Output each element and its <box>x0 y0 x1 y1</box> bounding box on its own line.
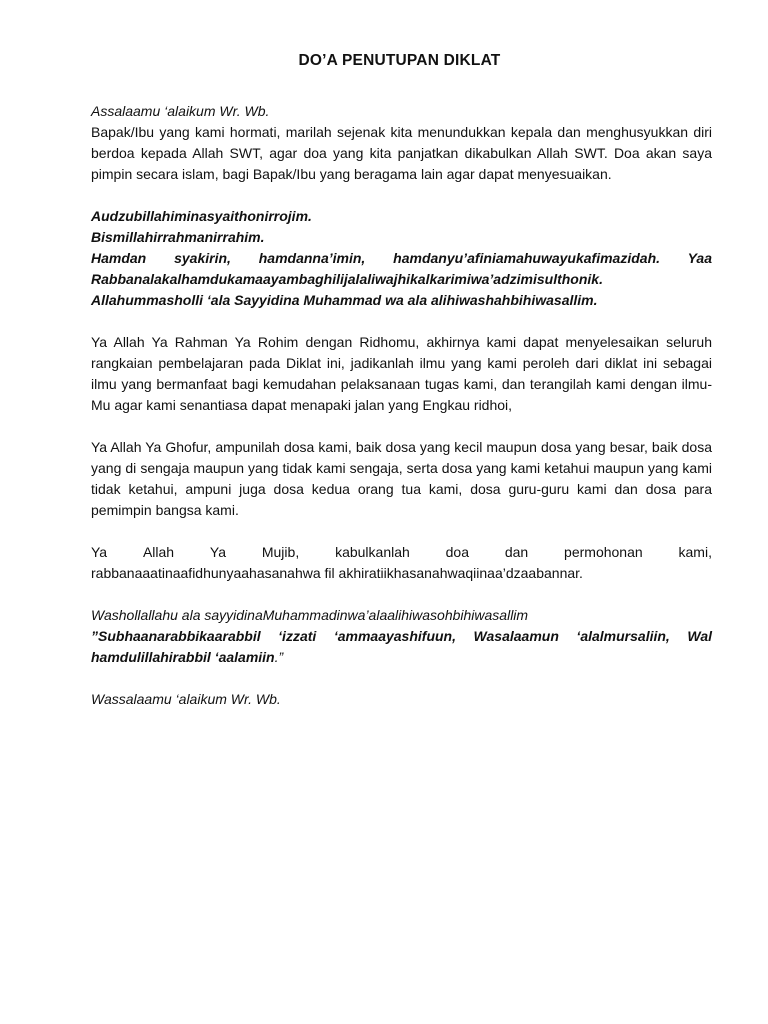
word: doa <box>445 544 469 560</box>
prayer-paragraph-2: Ya Allah Ya Ghofur, ampunilah dosa kami, baik dosa yang kecil maupun dosa yang besar, baik dosa yang di sengaja maupun yang tidak kami sengaja, serta dosa yang kami ketahui maupun yang kami tidak ketahui, ampuni juga dosa kedua orang tua kami, dosa guru-guru kami dan dosa para pemimpin bangsa kami. <box>91 439 712 518</box>
word: kami, <box>678 544 712 560</box>
spacer <box>91 311 712 332</box>
hamdalah-line: Hamdan syakirin, hamdanna’imin, hamdanyu’afiniamahuwayukafimazidah. Yaa Rabbanalakalhamdukamaayambaghilijalaliwajhikalkarimiwa’adzimisulthonik. <box>91 250 712 287</box>
word: Ya <box>209 544 227 560</box>
closing-sholawat: Washollallahu ala sayyidinaMuhammadinwa’alaalihiwasohbihiwasallim <box>91 607 529 623</box>
spacer <box>91 185 712 206</box>
spacer <box>91 521 712 542</box>
word: permohonan <box>564 544 643 560</box>
prayer-paragraph-3-line-1 <box>91 542 712 563</box>
word: dan <box>504 544 529 560</box>
basmalah-line: Bismillahirrahmanirrahim. <box>91 229 265 245</box>
closing-subhana <box>91 626 712 668</box>
prayer-paragraph-3-line-2: rabbanaaatinaafidhunyaahasanahwa fil akhiratiikhasanahwaqiinaa’dzaabannar. <box>91 565 583 581</box>
word: Ya <box>91 544 108 560</box>
closing-subhana-end: .” <box>274 649 284 665</box>
spacer <box>91 668 712 689</box>
word: kabulkanlah <box>335 544 410 560</box>
prayer-paragraph-1: Ya Allah Ya Rahman Ya Rohim dengan Ridhomu, akhirnya kami dapat menyelesaikan seluruh rangkaian pembelajaran pada Diklat ini, jadikanlah ilmu yang kami peroleh dari diklat ini sebagai ilmu yang bermanfaat bagi kemudahan pelaksanaan tugas kami, dan terangilah kami dengan ilmu-Mu agar kami senantiasa dapat menapaki jalan yang Engkau ridhoi, <box>91 334 712 413</box>
closing-farewell: Wassalaamu ‘alaikum Wr. Wb. <box>91 691 281 707</box>
spacer <box>91 416 712 437</box>
taawudz-line: Audzubillahiminasyaithonirrojim. <box>91 208 312 224</box>
closing-subhana-main: ”Subhaanarabbikaarabbil ‘izzati ‘ammaayashifuun, Wasalaamun ‘alalmursaliin, Wal hamdulillahirabbil ‘aalamiin <box>91 628 712 665</box>
document-title: DO’A PENUTUPAN DIKLAT <box>298 52 501 69</box>
word: Allah <box>142 544 175 560</box>
opening-greeting: Assalaamu ‘alaikum Wr. Wb. <box>91 103 270 119</box>
word: Mujib, <box>261 544 300 560</box>
spacer <box>91 584 712 605</box>
opening-intro: Bapak/Ibu yang kami hormati, marilah sejenak kita menundukkan kepala dan menghusyukkan diri berdoa kepada Allah SWT, agar doa yang kita panjatkan dikabulkan Allah SWT. Doa akan saya pimpin secara islam, bagi Bapak/Ibu yang beragama lain agar dapat menyesuaikan. <box>91 124 712 182</box>
sholawat-line: Allahummasholli ‘ala Sayyidina Muhammad wa ala alihiwashahbihiwasallim. <box>91 292 598 308</box>
